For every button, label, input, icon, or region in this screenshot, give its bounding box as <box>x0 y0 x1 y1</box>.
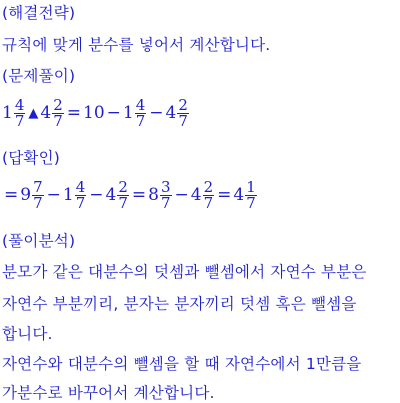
whole-part: 10 <box>83 103 105 123</box>
operator: = <box>66 103 81 123</box>
numerator: 2 <box>118 177 128 196</box>
denominator: 7 <box>203 193 214 212</box>
check-equation <box>2 172 258 218</box>
denominator: 7 <box>33 193 43 212</box>
analysis-line: 자연수 부분끼리, 분자는 분자끼리 덧셈 혹은 뺄셈을 <box>2 295 357 313</box>
analysis-heading: (풀이분석) <box>2 232 76 250</box>
denominator: 7 <box>160 193 171 212</box>
strategy-heading: (해결전략) <box>2 4 76 22</box>
fraction <box>32 177 44 212</box>
analysis-line: 가분수로 바꾸어서 계산합니다. <box>2 384 215 402</box>
solution-heading: (문제풀이) <box>2 67 76 85</box>
operator: − <box>89 185 104 205</box>
whole-part: 1 <box>62 185 74 205</box>
fraction <box>52 95 64 130</box>
denominator: 7 <box>178 111 188 130</box>
fraction <box>14 95 26 130</box>
denominator: 7 <box>246 193 256 212</box>
whole-part: 4 <box>40 103 52 123</box>
numerator: 4 <box>14 95 25 114</box>
denominator: 7 <box>14 111 25 130</box>
strategy-text: 규칙에 맞게 분수를 넣어서 계산합니다. <box>2 36 271 54</box>
denominator: 7 <box>135 111 146 130</box>
whole-part: 9 <box>20 185 32 205</box>
whole-number <box>83 103 105 123</box>
numerator: 3 <box>160 177 171 196</box>
operator: − <box>174 185 189 205</box>
numerator: 2 <box>203 177 214 196</box>
fraction <box>203 177 215 212</box>
whole-part: 8 <box>148 185 159 205</box>
whole-part: 4 <box>165 103 177 123</box>
whole-part: 1 <box>2 103 13 123</box>
denominator: 7 <box>75 193 86 212</box>
numerator: 4 <box>75 177 86 196</box>
analysis-line: 분모가 같은 대분수의 덧셈과 뺄셈에서 자연수 부분은 <box>2 263 367 281</box>
mixed-number <box>165 95 190 130</box>
denominator: 7 <box>118 193 128 212</box>
operator: = <box>4 185 19 205</box>
whole-part: 4 <box>190 185 202 205</box>
fraction <box>75 177 87 212</box>
numerator: 4 <box>135 95 146 114</box>
mixed-number <box>122 95 147 130</box>
triangle-operator: ▲ <box>28 105 39 121</box>
mixed-number <box>148 177 172 212</box>
fraction <box>117 177 129 212</box>
numerator: 2 <box>178 95 188 114</box>
numerator: 1 <box>246 177 256 196</box>
check-heading: (답확인) <box>2 149 61 167</box>
mixed-number <box>190 177 215 212</box>
operator: − <box>46 185 61 205</box>
whole-part: 4 <box>233 185 245 205</box>
numerator: 7 <box>33 177 43 196</box>
operator: = <box>131 185 147 205</box>
mixed-number <box>233 177 257 212</box>
analysis-line: 자연수와 대분수의 뺄셈을 할 때 자연수에서 1만큼을 <box>2 355 362 373</box>
denominator: 7 <box>53 111 63 130</box>
fraction <box>245 177 257 212</box>
mixed-number <box>20 177 44 212</box>
operator: − <box>149 103 164 123</box>
numerator: 2 <box>53 95 63 114</box>
whole-part: 1 <box>122 103 134 123</box>
fraction <box>177 95 189 130</box>
operator: − <box>106 103 121 123</box>
mixed-number <box>40 95 64 130</box>
solution-equation <box>2 90 190 136</box>
operator: = <box>217 185 232 205</box>
whole-part: 4 <box>105 185 117 205</box>
mixed-number <box>62 177 87 212</box>
mixed-number <box>2 95 26 130</box>
fraction <box>160 177 172 212</box>
analysis-line: 합니다. <box>2 325 53 343</box>
fraction <box>135 95 147 130</box>
mixed-number <box>105 177 130 212</box>
